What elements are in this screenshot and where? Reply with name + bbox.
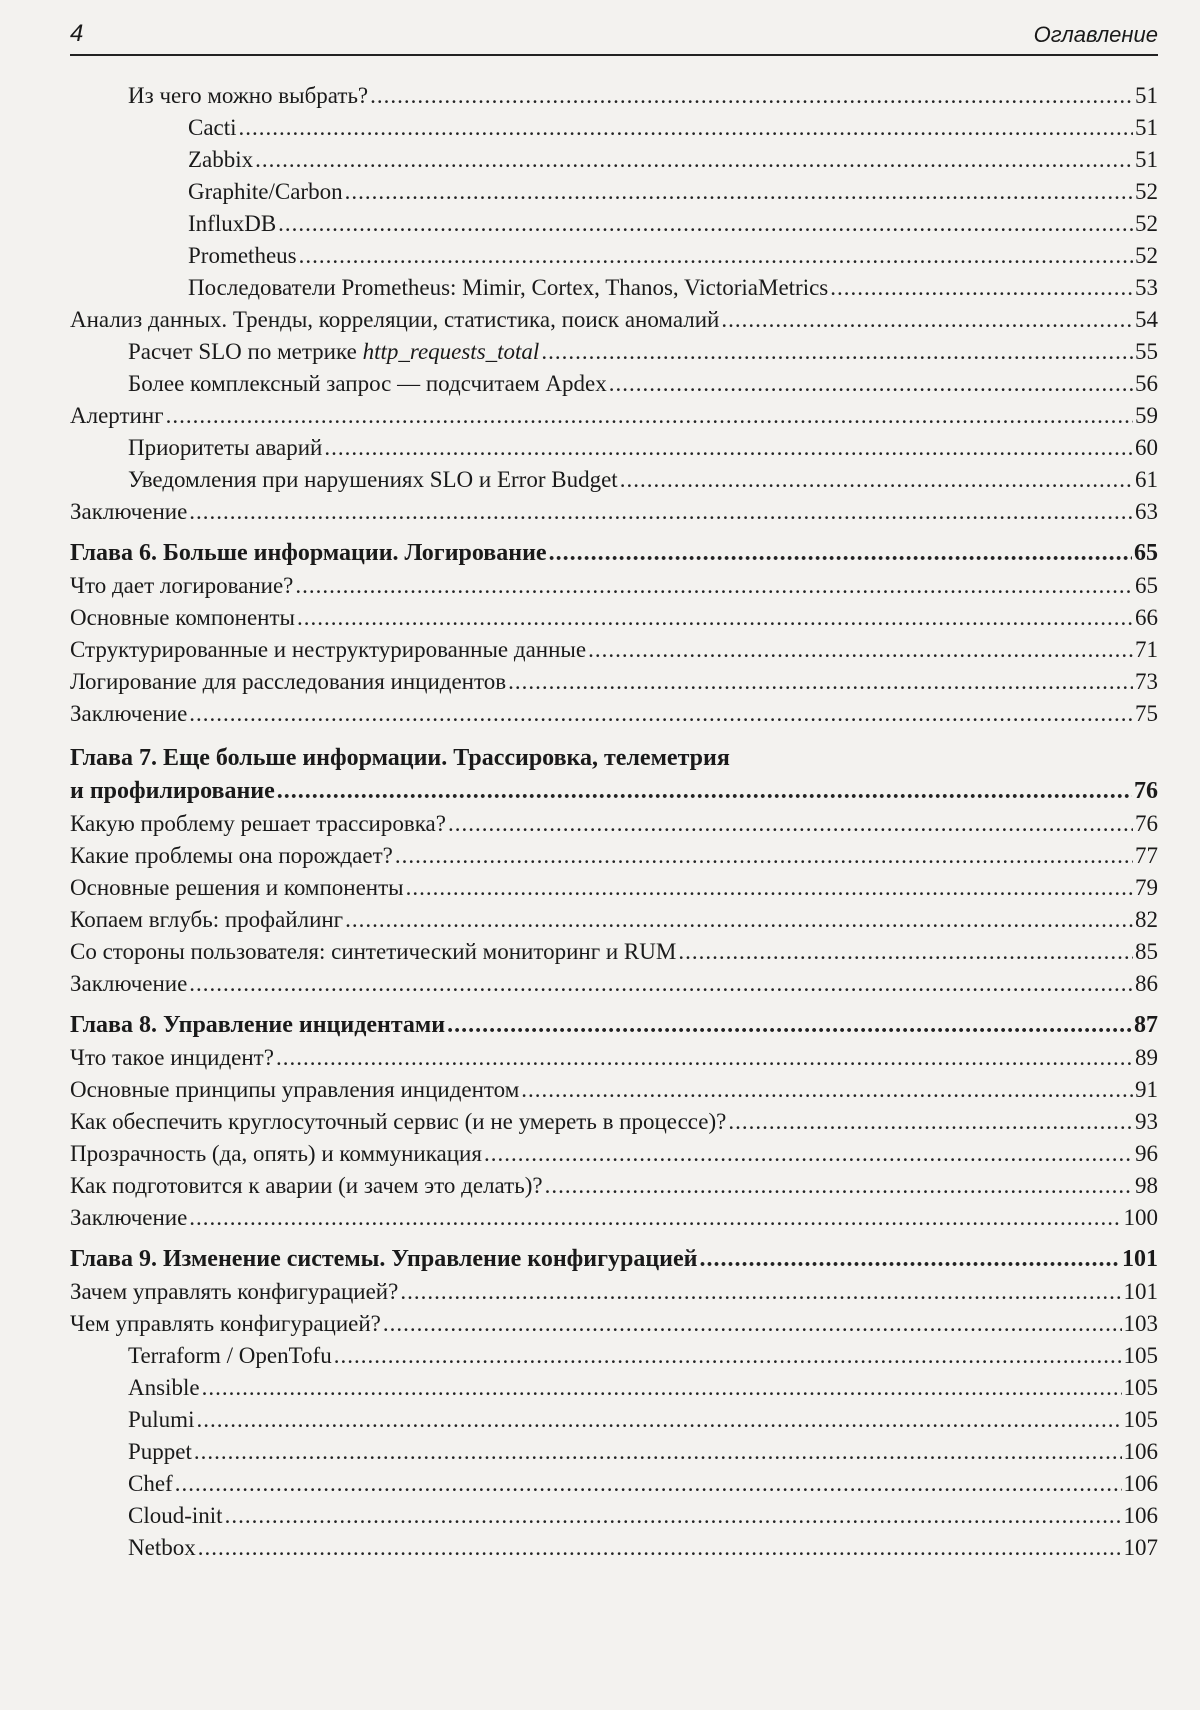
toc-page-number: 51 [1135,115,1158,140]
leader-dots [521,1074,1133,1106]
leader-dots [202,1372,1122,1404]
toc-entry-title: Graphite/Carbon [188,179,343,204]
toc-entry-title: Прозрачность (да, опять) и коммуникация [70,1141,482,1166]
leader-dots [620,464,1133,496]
leader-dots [400,1276,1121,1308]
toc-entry-title: Zabbix [188,147,254,172]
leader-dots [324,432,1133,464]
toc-entry [70,570,1158,602]
toc-entry [70,1138,1158,1170]
toc-entry [70,208,1158,240]
toc-entry-title: Из чего можно выбрать? [128,83,369,108]
leader-dots [297,602,1133,634]
toc-entry-title: Уведомления при нарушениях SLO и Error Budget [128,467,618,492]
leader-dots [277,774,1132,808]
leader-dots [830,272,1133,304]
toc-entry [70,602,1158,634]
toc-entry-title: Глава 8. Управление инцидентами [70,1012,446,1038]
leader-dots [678,936,1133,968]
toc-entry-title: Последователи Prometheus: Mimir, Cortex, Thanos, VictoriaMetrics [188,275,829,300]
toc-entry [70,1372,1158,1404]
leader-dots [406,872,1133,904]
toc-page-number: 100 [1123,1205,1158,1230]
toc-entry [70,1202,1158,1234]
toc-entry [70,1074,1158,1106]
leader-dots [278,208,1133,240]
toc-entry-title: Cacti [188,115,237,140]
toc-entry-title: Со стороны пользователя: синтетический мониторинг и RUM [70,939,677,964]
leader-dots [334,1340,1122,1372]
leader-dots [295,570,1133,602]
toc-entry [70,1404,1158,1436]
leader-dots [196,1404,1121,1436]
leader-dots [175,1468,1122,1500]
toc-page-number: 52 [1135,243,1158,268]
toc-page-number: 52 [1135,211,1158,236]
toc-entry [70,666,1158,698]
toc-entry-title: Prometheus [188,243,297,268]
toc-entry [70,1532,1158,1564]
leader-dots [549,536,1132,570]
toc-entry-title: Анализ данных. Тренды, корреляции, статистика, поиск аномалий [70,307,720,332]
toc-entry-title: Что дает логирование? [70,573,294,598]
toc-page-number: 61 [1135,467,1158,492]
toc-entry-title: Как обеспечить круглосуточный сервис (и не умереть в процессе)? [70,1109,727,1134]
toc-entry [70,634,1158,666]
toc-entry-title: Приоритеты аварий [128,435,323,460]
toc-page-number: 66 [1135,605,1158,630]
toc-entry-title: Заключение [70,1205,188,1230]
toc-entry [70,1276,1158,1308]
toc-entry-title: Что такое инцидент? [70,1045,274,1070]
leader-dots [299,240,1133,272]
leader-dots [198,1532,1122,1564]
toc-page-number: 71 [1135,637,1158,662]
toc-page-number: 56 [1135,371,1158,396]
toc-entry-title: Как подготовится к аварии (и зачем это делать)? [70,1173,543,1198]
toc-entry-title: Chef [128,1471,173,1496]
toc-entry [70,936,1158,968]
toc-entry-title: Структурированные и неструктурированные данные [70,637,587,662]
toc-page-number: 65 [1135,573,1158,598]
toc-entry-title: и профилирование [70,778,275,804]
toc-chapter [70,536,1158,570]
toc-entry [70,1308,1158,1340]
toc-page-number: 106 [1123,1471,1158,1496]
toc-entry-title: Логирование для расследования инцидентов [70,669,507,694]
toc-page-number: 65 [1134,540,1158,566]
toc-entry-title: Ansible [128,1375,200,1400]
toc-page-number: 105 [1123,1407,1158,1432]
toc-chapter [70,1008,1158,1042]
toc-page-number: 106 [1123,1503,1158,1528]
toc-page-number: 54 [1135,307,1158,332]
toc-entry [70,368,1158,400]
table-of-contents [70,80,1158,1564]
toc-entry [70,1436,1158,1468]
toc-entry [70,272,1158,304]
leader-dots [276,1042,1133,1074]
toc-page-number: 106 [1123,1439,1158,1464]
toc-chapter-continued [70,774,1158,808]
leader-dots [225,1500,1122,1532]
leader-dots [166,400,1133,432]
leader-dots [345,176,1133,208]
toc-entry-title: Более комплексный запрос — подсчитаем Apdex [128,371,607,396]
toc-entry-title: Какую проблему решает трассировка? [70,811,446,836]
leader-dots [189,968,1133,1000]
running-title: Оглавление [1033,22,1158,47]
leader-dots [189,496,1133,528]
toc-entry-title: Расчет SLO по метрике http_requests_total [128,339,540,364]
toc-entry-title: Глава 9. Изменение системы. Управление конфигурацией [70,1246,698,1272]
leader-dots [255,144,1133,176]
toc-page-number: 93 [1135,1109,1158,1134]
toc-entry [70,808,1158,840]
leader-dots [448,808,1133,840]
toc-entry-title: Cloud-init [128,1503,223,1528]
toc-chapter [70,742,1158,774]
leader-dots [484,1138,1133,1170]
toc-page-number: 79 [1135,875,1158,900]
toc-entry-title: Основные решения и компоненты [70,875,404,900]
leader-dots [699,1242,1120,1276]
toc-entry-title: Основные компоненты [70,605,295,630]
toc-entry [70,464,1158,496]
toc-entry [70,1500,1158,1532]
leader-dots [239,112,1133,144]
toc-entry [70,496,1158,528]
toc-entry-title: Puppet [128,1439,192,1464]
toc-entry [70,304,1158,336]
toc-page-number: 82 [1135,907,1158,932]
leader-dots [189,698,1133,730]
toc-chapter [70,1242,1158,1276]
toc-page-number: 75 [1135,701,1158,726]
toc-entry [70,432,1158,464]
leader-dots [194,1436,1122,1468]
toc-entry [70,968,1158,1000]
toc-entry-title: Глава 7. Еще больше информации. Трассировка, телеметрия [70,745,730,771]
leader-dots [447,1008,1132,1042]
toc-page-number: 105 [1123,1343,1158,1368]
toc-page-number: 60 [1135,435,1158,460]
toc-page-number: 105 [1123,1375,1158,1400]
toc-entry [70,80,1158,112]
toc-page-number: 107 [1123,1535,1158,1560]
leader-dots [721,304,1133,336]
toc-entry-title: Заключение [70,971,188,996]
toc-entry-title: Заключение [70,701,188,726]
toc-page-number: 85 [1135,939,1158,964]
toc-entry [70,904,1158,936]
leader-dots [395,840,1133,872]
toc-entry-title: Копаем вглубь: профайлинг [70,907,344,932]
toc-page-number: 73 [1135,669,1158,694]
toc-entry [70,176,1158,208]
toc-entry-title: Terraform / OpenTofu [128,1343,332,1368]
leader-dots [545,1170,1133,1202]
toc-entry-title: Зачем управлять конфигурацией? [70,1279,399,1304]
toc-page-number: 76 [1135,811,1158,836]
toc-page-number: 77 [1135,843,1158,868]
toc-entry [70,144,1158,176]
toc-entry [70,872,1158,904]
toc-entry [70,1468,1158,1500]
toc-page-number: 53 [1135,275,1158,300]
toc-page-number: 59 [1135,403,1158,428]
toc-page-number: 91 [1135,1077,1158,1102]
toc-page-number: 52 [1135,179,1158,204]
leader-dots [541,336,1133,368]
toc-entry [70,1340,1158,1372]
leader-dots [609,368,1133,400]
toc-entry-title: Заключение [70,499,188,524]
page-header [70,20,1158,56]
toc-entry [70,1042,1158,1074]
toc-page-number: 101 [1123,1279,1158,1304]
toc-entry [70,400,1158,432]
leader-dots [508,666,1133,698]
toc-page-number: 96 [1135,1141,1158,1166]
toc-entry [70,698,1158,730]
toc-page-number: 55 [1135,339,1158,364]
toc-page-number: 86 [1135,971,1158,996]
toc-page-number: 87 [1134,1012,1158,1038]
toc-entry-title: Основные принципы управления инцидентом [70,1077,520,1102]
toc-entry-title: Алертинг [70,403,164,428]
toc-page-number: 51 [1135,83,1158,108]
toc-entry-title: InfluxDB [188,211,277,236]
toc-entry [70,240,1158,272]
toc-page-number: 63 [1135,499,1158,524]
toc-entry [70,1170,1158,1202]
toc-page-number: 89 [1135,1045,1158,1070]
toc-page-number: 76 [1134,778,1158,804]
page-number: 4 [70,20,84,47]
toc-page-number: 51 [1135,147,1158,172]
toc-entry [70,840,1158,872]
toc-page-number: 103 [1123,1311,1158,1336]
toc-entry-title: Глава 6. Больше информации. Логирование [70,540,547,566]
toc-entry-title: Какие проблемы она порождает? [70,843,393,868]
toc-entry-title: Pulumi [128,1407,195,1432]
toc-entry [70,336,1158,368]
leader-dots [383,1308,1122,1340]
leader-dots [345,904,1133,936]
leader-dots [728,1106,1133,1138]
toc-page-number: 101 [1122,1246,1158,1272]
toc-entry-title: Чем управлять конфигурацией? [70,1311,381,1336]
leader-dots [370,80,1133,112]
toc-entry [70,1106,1158,1138]
toc-page-number: 98 [1135,1173,1158,1198]
toc-entry [70,112,1158,144]
toc-entry-title: Netbox [128,1535,196,1560]
leader-dots [189,1202,1121,1234]
leader-dots [588,634,1133,666]
